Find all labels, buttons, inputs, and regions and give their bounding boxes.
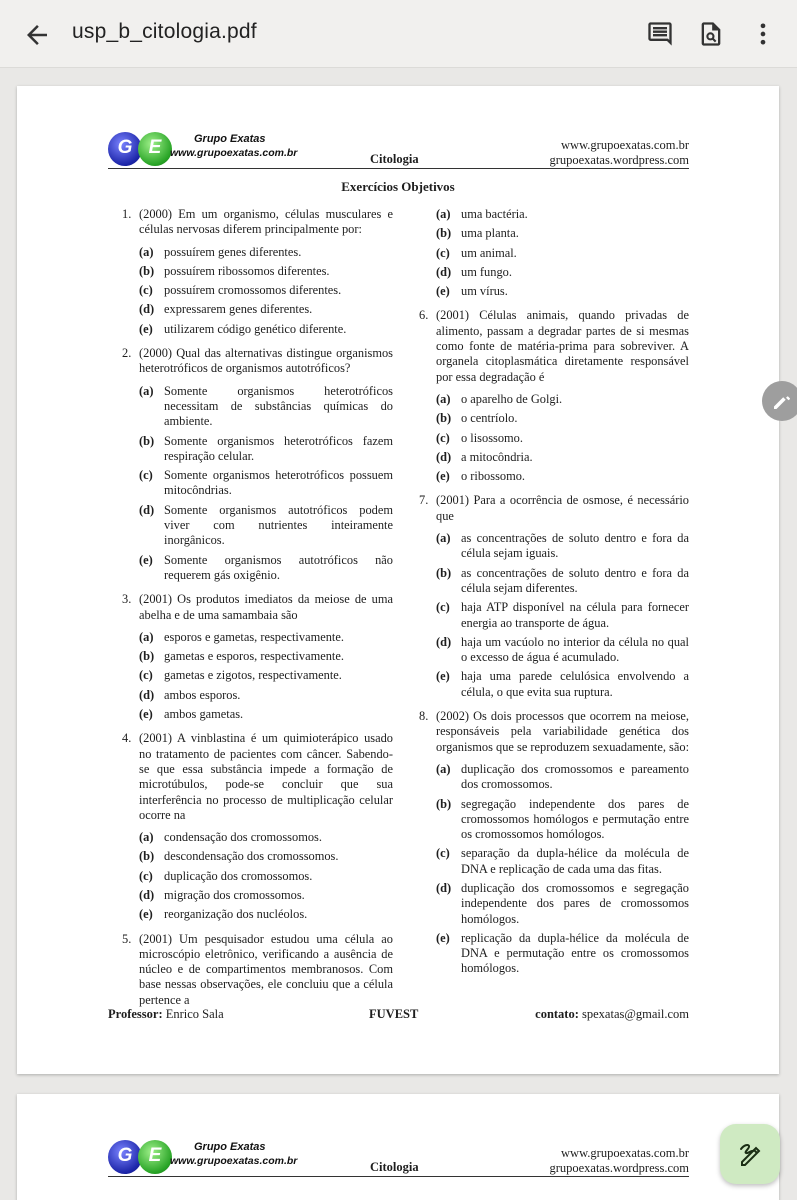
option-label: (b) bbox=[436, 565, 452, 580]
question-number: 7. bbox=[419, 493, 429, 508]
pdf-page-1 bbox=[17, 86, 779, 1074]
footer-exam bbox=[369, 1007, 418, 1022]
header-link-blog: grupoexatas.wordpress.com bbox=[549, 153, 689, 167]
option-label: (d) bbox=[436, 634, 452, 649]
option bbox=[419, 431, 689, 446]
group-site: www.grupoexatas.com.br bbox=[170, 147, 298, 159]
option-label: (e) bbox=[139, 707, 153, 722]
option-text: ambos esporos. bbox=[164, 687, 241, 702]
option-text: Somente organismos autotróficos não requerem gás oxigênio. bbox=[164, 552, 393, 582]
option bbox=[122, 688, 393, 703]
option-label: (c) bbox=[139, 668, 153, 683]
option-text: Somente organismos heterotróficos possuem mitocôndrias. bbox=[164, 468, 393, 498]
option-label: (d) bbox=[139, 887, 155, 902]
more-vert-icon[interactable] bbox=[749, 20, 777, 48]
option-label: (e) bbox=[139, 552, 153, 567]
option bbox=[122, 434, 393, 465]
header-link-blog: grupoexatas.wordpress.com bbox=[549, 1161, 689, 1175]
question-stem bbox=[122, 346, 393, 377]
question bbox=[122, 207, 393, 337]
option-text: ambos gametas. bbox=[164, 707, 244, 722]
question-text: (2001) Células animais, quando privadas de alimento, passam a degradar partes de si mesmas como fonte de matéria-prima para sobreviver. A organela citoplasmática diretamente responsável por essa degradação é bbox=[436, 308, 689, 384]
option-label: (b) bbox=[139, 263, 155, 278]
option-text: descondensação dos cromossomos. bbox=[164, 849, 339, 864]
option bbox=[122, 553, 393, 584]
option-text: possuírem genes diferentes. bbox=[164, 244, 302, 259]
option-label: (c) bbox=[139, 868, 153, 883]
option-label: (c) bbox=[139, 468, 153, 483]
header-links bbox=[549, 138, 689, 168]
question-stem bbox=[419, 493, 689, 524]
option-text: segregação independente dos pares de cromossomos homólogos e permutação entre os cromossomos homólogos. bbox=[461, 796, 689, 842]
option bbox=[122, 707, 393, 722]
edit-button[interactable] bbox=[762, 381, 797, 421]
question-stem bbox=[122, 731, 393, 823]
header-link-site: www.grupoexatas.com.br bbox=[561, 1146, 689, 1160]
option bbox=[122, 384, 393, 430]
option bbox=[419, 566, 689, 597]
option bbox=[419, 881, 689, 927]
document-title: usp_b_citologia.pdf bbox=[72, 20, 257, 43]
option-label: (d) bbox=[139, 687, 155, 702]
question-number: 8. bbox=[419, 709, 429, 724]
option-label: (a) bbox=[436, 207, 451, 221]
option-text: o ribossomo. bbox=[461, 469, 526, 484]
option bbox=[122, 907, 393, 922]
option-text: o aparelho de Golgi. bbox=[461, 391, 563, 406]
option bbox=[419, 797, 689, 843]
option bbox=[122, 888, 393, 903]
option-text: o centríolo. bbox=[461, 411, 518, 426]
option-text: as concentrações de soluto dentro e fora da célula sejam iguais. bbox=[461, 531, 689, 561]
back-arrow-icon[interactable] bbox=[22, 20, 52, 50]
contact-email: spexatas@gmail.com bbox=[582, 1007, 689, 1021]
question-text: (2000) Em um organismo, células musculares e células nervosas diferem principalmente por: bbox=[139, 207, 393, 237]
pencil-icon bbox=[762, 381, 797, 421]
option-label: (e) bbox=[139, 321, 153, 336]
question bbox=[419, 308, 689, 484]
option bbox=[419, 411, 689, 426]
option-text: Somente organismos autotróficos podem viver com nutrientes inteiramente inorgânicos. bbox=[164, 502, 393, 548]
question-stem bbox=[419, 308, 689, 384]
options-list bbox=[419, 207, 689, 299]
logo-letter-g: G bbox=[117, 137, 133, 158]
question-text: (2002) Os dois processos que ocorrem na meiose, responsáveis pela variabilidade genética dos organismos que se reproduzem sexuadamente, são: bbox=[436, 709, 690, 754]
question-stem bbox=[122, 592, 393, 623]
header-rule bbox=[108, 1176, 689, 1177]
option-text: gametas e zigotos, respectivamente. bbox=[164, 668, 342, 683]
group-site: www.grupoexatas.com.br bbox=[170, 1155, 298, 1167]
grupo-exatas-logo bbox=[108, 130, 308, 166]
footer-professor bbox=[108, 1007, 224, 1022]
option-text: duplicação dos cromossomos. bbox=[164, 868, 313, 883]
option bbox=[419, 469, 689, 484]
option-text: utilizarem código genético diferente. bbox=[164, 321, 347, 336]
right-column bbox=[419, 207, 689, 986]
option-text: um animal. bbox=[461, 245, 517, 260]
footer-contact bbox=[535, 1007, 689, 1022]
question bbox=[419, 709, 689, 977]
option-text: migração dos cromossomos. bbox=[164, 887, 305, 902]
option bbox=[122, 649, 393, 664]
option-text: possuírem ribossomos diferentes. bbox=[164, 263, 330, 278]
option-text: possuírem cromossomos diferentes. bbox=[164, 283, 342, 298]
option-label: (a) bbox=[436, 761, 451, 776]
question bbox=[122, 731, 393, 922]
option-label: (b) bbox=[139, 849, 155, 864]
option-text: um fungo. bbox=[461, 264, 512, 279]
option-text: haja um vacúolo no interior da célula no qual o excesso de água é acumulado. bbox=[461, 634, 689, 665]
section-title: Exercícios Objetivos bbox=[341, 179, 455, 194]
option-label: (c) bbox=[436, 600, 450, 615]
option-label: (d) bbox=[436, 264, 452, 279]
option bbox=[122, 245, 393, 260]
option bbox=[122, 468, 393, 499]
question-text: (2001) Um pesquisador estudou uma célula ao microscópio eletrônico, verificando a ausência de núcleo e de compartimentos membranosos. Com base nessas observações, ele concluiu que a célula pertence a bbox=[139, 931, 393, 1007]
question-stem bbox=[419, 709, 689, 755]
option-text: replicação da dupla-hélice da molécula de DNA e permutação entre os cromossomos homólogos. bbox=[461, 930, 689, 976]
question bbox=[122, 346, 393, 583]
option-label: (b) bbox=[436, 796, 452, 811]
exam-name: FUVEST bbox=[369, 1007, 419, 1021]
question-stem bbox=[122, 207, 393, 238]
option-text: as concentrações de soluto dentro e fora da célula sejam diferentes. bbox=[461, 565, 689, 595]
group-name: Grupo Exatas bbox=[194, 133, 266, 145]
option-label: (e) bbox=[436, 469, 450, 484]
option bbox=[122, 503, 393, 549]
question-number: 5. bbox=[122, 931, 132, 946]
header-topic: Citologia bbox=[370, 152, 419, 166]
option bbox=[122, 849, 393, 864]
option bbox=[122, 830, 393, 845]
option-text: a mitocôndria. bbox=[461, 449, 533, 464]
question-text: (2001) A vinblastina é um quimioterápico usado no tratamento de pacientes com câncer. Sabendo-se que essa substância impede a formação de microtúbulos, pode-se concluir que sua interferência no processo de multiplicação celular ocorre na bbox=[139, 731, 393, 822]
option bbox=[122, 302, 393, 317]
grupo-exatas-logo bbox=[108, 1138, 308, 1174]
option-text: Somente organismos heterotróficos fazem respiração celular. bbox=[164, 433, 393, 463]
option-label: (c) bbox=[436, 245, 450, 260]
option-label: (d) bbox=[139, 302, 155, 317]
header-links bbox=[549, 1146, 689, 1176]
options-list bbox=[122, 384, 393, 584]
option-text: expressarem genes diferentes. bbox=[164, 302, 313, 317]
option-text: gametas e esporos, respectivamente. bbox=[164, 649, 344, 664]
options-list bbox=[419, 531, 689, 700]
option bbox=[419, 207, 689, 222]
option-text: haja ATP disponível na célula para fornecer energia ao transporte de água. bbox=[461, 600, 689, 630]
option-label: (a) bbox=[436, 531, 451, 546]
option-label: (c) bbox=[139, 283, 153, 298]
options-list bbox=[122, 245, 393, 337]
option-text: duplicação dos cromossomos e pareamento dos cromossomos. bbox=[461, 761, 689, 792]
option-text: haja uma parede celulósica envolvendo a célula, o que evita sua ruptura. bbox=[461, 669, 689, 699]
option-label: (e) bbox=[436, 669, 450, 684]
option bbox=[419, 762, 689, 793]
question-text: (2000) Qual das alternativas distingue organismos heterotróficos de organismos autotróficos? bbox=[139, 346, 393, 376]
question-text: (2001) Os produtos imediatos da meiose de uma abelha e de uma samambaia são bbox=[139, 592, 393, 622]
professor-label: Professor: bbox=[108, 1007, 163, 1021]
options-list bbox=[122, 830, 393, 922]
option bbox=[419, 226, 689, 241]
option bbox=[419, 246, 689, 261]
question-text: (2001) Para a ocorrência de osmose, é necessário que bbox=[436, 493, 689, 523]
contact-label: contato: bbox=[535, 1007, 579, 1021]
question-number: 1. bbox=[122, 207, 132, 221]
option-text: duplicação dos cromossomos e segregação independente dos pares de cromossomos homólogos. bbox=[461, 880, 689, 926]
question bbox=[122, 592, 393, 722]
option bbox=[419, 635, 689, 666]
option-label: (a) bbox=[139, 244, 154, 259]
options-list bbox=[122, 630, 393, 722]
left-column bbox=[122, 207, 393, 1017]
question bbox=[122, 932, 393, 1008]
option-text: uma planta. bbox=[461, 226, 519, 241]
pdf-page-2 bbox=[17, 1094, 779, 1200]
top-app-bar bbox=[0, 0, 797, 68]
option bbox=[419, 600, 689, 631]
option-label: (e) bbox=[139, 907, 153, 922]
option bbox=[122, 283, 393, 298]
logo-letter-e: E bbox=[148, 137, 162, 158]
option-label: (c) bbox=[436, 430, 450, 445]
option bbox=[419, 931, 689, 977]
option-label: (e) bbox=[436, 930, 450, 945]
option-text: o lisossomo. bbox=[461, 430, 523, 445]
option-text: condensação dos cromossomos. bbox=[164, 830, 322, 845]
question-number: 3. bbox=[122, 592, 132, 607]
logo-letter-e: E bbox=[148, 1145, 162, 1166]
option-label: (a) bbox=[139, 383, 154, 398]
option bbox=[122, 630, 393, 645]
pen-scribble-icon bbox=[720, 1124, 780, 1184]
question-number: 2. bbox=[122, 346, 132, 361]
option-text: esporos e gametas, respectivamente. bbox=[164, 629, 344, 644]
option-label: (b) bbox=[139, 433, 155, 448]
option-text: reorganização dos nucléolos. bbox=[164, 907, 308, 922]
question bbox=[419, 493, 689, 700]
option-text: Somente organismos heterotróficos necessitam de substâncias químicas do ambiente. bbox=[164, 383, 393, 429]
question-number: 4. bbox=[122, 731, 132, 746]
option-label: (c) bbox=[436, 846, 450, 861]
header-topic: Citologia bbox=[370, 1160, 419, 1174]
professor-name: Enrico Sala bbox=[165, 1007, 224, 1021]
logo-letter-g: G bbox=[117, 1145, 133, 1166]
question-stem bbox=[122, 932, 393, 1008]
option-text: uma bactéria. bbox=[461, 207, 528, 221]
option-label: (d) bbox=[436, 880, 452, 895]
header-rule bbox=[108, 168, 689, 169]
comment-icon[interactable] bbox=[646, 20, 674, 48]
option-label: (d) bbox=[436, 449, 452, 464]
option bbox=[122, 264, 393, 279]
option bbox=[419, 392, 689, 407]
search-document-icon[interactable] bbox=[697, 20, 725, 48]
option-label: (e) bbox=[436, 284, 450, 299]
question-number: 6. bbox=[419, 308, 429, 323]
option bbox=[419, 669, 689, 700]
option-label: (b) bbox=[139, 649, 155, 664]
option bbox=[419, 531, 689, 562]
option-label: (a) bbox=[436, 391, 451, 406]
group-name: Grupo Exatas bbox=[194, 1141, 266, 1153]
options-list bbox=[419, 392, 689, 484]
annotate-button[interactable] bbox=[720, 1124, 780, 1184]
option bbox=[419, 846, 689, 877]
option-label: (b) bbox=[436, 226, 452, 241]
option bbox=[419, 265, 689, 280]
option bbox=[419, 450, 689, 465]
question bbox=[419, 207, 689, 299]
option-label: (a) bbox=[139, 629, 154, 644]
option-label: (d) bbox=[139, 502, 155, 517]
options-list bbox=[419, 762, 689, 977]
header-link-site: www.grupoexatas.com.br bbox=[561, 138, 689, 152]
option-text: um vírus. bbox=[461, 284, 508, 299]
option-label: (b) bbox=[436, 411, 452, 426]
option-label: (a) bbox=[139, 830, 154, 845]
option bbox=[419, 284, 689, 299]
option bbox=[122, 869, 393, 884]
option bbox=[122, 322, 393, 337]
option-text: separação da dupla-hélice da molécula de DNA e replicação de cada uma das fitas. bbox=[461, 846, 689, 876]
option bbox=[122, 668, 393, 683]
